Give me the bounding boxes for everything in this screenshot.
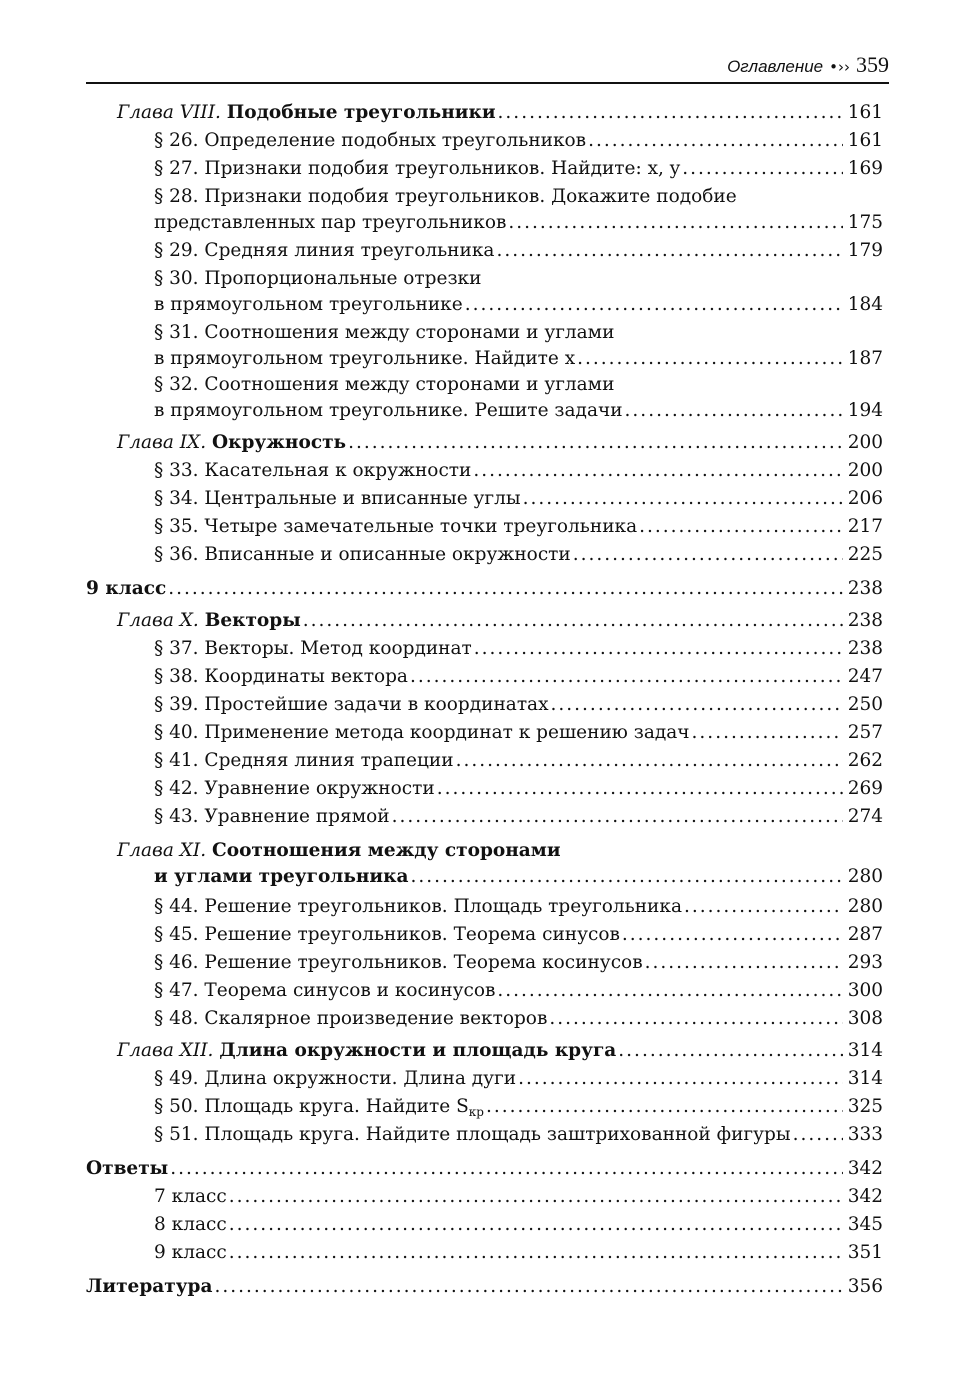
toc-literature[interactable] — [86, 1274, 883, 1302]
chapter-title: Длина окружности и площадь круга — [219, 1040, 617, 1061]
toc-section-28[interactable] — [154, 184, 883, 238]
toc-chapter-8[interactable] — [117, 100, 883, 128]
toc-section-40[interactable] — [154, 720, 883, 748]
leader-dots — [229, 1212, 843, 1238]
leader-dots — [692, 720, 843, 746]
section-title: § 38. Координаты вектора — [154, 666, 408, 687]
leader-dots — [456, 748, 843, 774]
section-title-line1: § 30. Пропорциональные отрезки — [154, 268, 482, 289]
section-title-line1: § 32. Соотношения между сторонами и углами — [154, 374, 615, 395]
section-title-line1: § 31. Соотношения между сторонами и углами — [154, 322, 615, 343]
leader-dots — [645, 950, 843, 976]
section-title: § 29. Средняя линия треугольника — [154, 240, 495, 261]
part-title: Ответы — [86, 1158, 169, 1179]
chapter-title: Векторы — [204, 610, 301, 631]
page-number: 293 — [847, 952, 883, 973]
section-title: § 44. Решение треугольников. Площадь треугольника — [154, 896, 682, 917]
leader-dots — [168, 576, 843, 602]
section-title: § 27. Признаки подобия треугольников. Найдите: x, y — [154, 158, 681, 179]
toc-section-29[interactable] — [154, 238, 883, 266]
toc-chapter-9[interactable] — [117, 430, 883, 458]
section-title: 7 класс — [154, 1186, 227, 1207]
chapter-label: Глава XI. — [117, 840, 207, 861]
leader-dots — [474, 636, 843, 662]
page-number: 200 — [847, 460, 883, 481]
page-number: 247 — [847, 666, 883, 687]
page-number: 351 — [847, 1242, 883, 1263]
page-number: 206 — [847, 488, 883, 509]
page-number: 345 — [847, 1214, 883, 1235]
toc-section-26[interactable] — [154, 128, 883, 156]
page-number: 187 — [847, 348, 883, 369]
leader-dots — [549, 1006, 843, 1032]
header-rule — [86, 82, 889, 84]
toc-section-36[interactable] — [154, 542, 883, 570]
toc-section-49[interactable] — [154, 1066, 883, 1094]
page-number: 184 — [847, 294, 883, 315]
section-title: § 46. Решение треугольников. Теорема косинусов — [154, 952, 643, 973]
section-title: § 40. Применение метода координат к решению задач — [154, 722, 690, 743]
toc-section-37[interactable] — [154, 636, 883, 664]
section-title: § 26. Определение подобных треугольников — [154, 130, 587, 151]
toc-section-31[interactable] — [154, 320, 883, 374]
toc-section-38[interactable] — [154, 664, 883, 692]
toc-section-35[interactable] — [154, 514, 883, 542]
part-title: Литература — [86, 1276, 213, 1297]
toc-section-48[interactable] — [154, 1006, 883, 1034]
leader-dots — [577, 346, 843, 372]
page-number: 262 — [847, 750, 883, 771]
leader-dots — [684, 894, 843, 920]
toc-section-32[interactable] — [154, 372, 883, 426]
leader-dots — [793, 1122, 843, 1148]
section-title: § 36. Вписанные и описанные окружности — [154, 544, 571, 565]
section-title-line2: в прямоугольном треугольнике. Решите задачи — [154, 400, 623, 421]
toc-grade-9[interactable] — [86, 576, 883, 604]
toc-section-47[interactable] — [154, 978, 883, 1006]
toc-section-50[interactable] — [154, 1094, 883, 1122]
section-title-line1: § 28. Признаки подобия треугольников. Докажите подобие — [154, 186, 737, 207]
toc-section-39[interactable] — [154, 692, 883, 720]
toc-chapter-11[interactable] — [117, 838, 883, 892]
section-title: § 35. Четыре замечательные точки треугольника — [154, 516, 638, 537]
section-title: § 34. Центральные и вписанные углы — [154, 488, 521, 509]
toc-section-33[interactable] — [154, 458, 883, 486]
toc-answers-grade-7[interactable] — [154, 1184, 883, 1212]
page-number: 161 — [847, 130, 883, 151]
header-page-number: 359 — [856, 52, 889, 77]
toc-section-42[interactable] — [154, 776, 883, 804]
toc-answers-grade-9[interactable] — [154, 1240, 883, 1268]
page-number: 300 — [847, 980, 883, 1001]
leader-dots — [682, 156, 843, 182]
chapter-title: Подобные треугольники — [226, 102, 496, 123]
page-number: 314 — [847, 1068, 883, 1089]
leader-dots — [625, 398, 843, 424]
page-number: 238 — [847, 578, 883, 599]
running-header — [86, 52, 889, 78]
page-number: 308 — [847, 1008, 883, 1029]
page-number: 333 — [847, 1124, 883, 1145]
section-title: § 41. Средняя линия трапеции — [154, 750, 454, 771]
leader-dots — [486, 1094, 843, 1120]
section-title: § 37. Векторы. Метод координат — [154, 638, 472, 659]
toc-section-46[interactable] — [154, 950, 883, 978]
section-title-line2: представленных пар треугольников — [154, 212, 507, 233]
toc-section-45[interactable] — [154, 922, 883, 950]
section-title: § 49. Длина окружности. Длина дуги — [154, 1068, 517, 1089]
section-title: § 48. Скалярное произведение векторов — [154, 1008, 548, 1029]
leader-dots — [465, 292, 843, 318]
section-title: 8 класс — [154, 1214, 227, 1235]
leader-dots — [622, 922, 843, 948]
leader-dots — [639, 514, 843, 540]
section-title-line2: в прямоугольном треугольнике — [154, 294, 463, 315]
leader-dots — [170, 1156, 843, 1182]
page-number: 169 — [847, 158, 883, 179]
toc-section-44[interactable] — [154, 894, 883, 922]
toc-answers-grade-8[interactable] — [154, 1212, 883, 1240]
page-number: 175 — [847, 212, 883, 233]
chapter-label: Глава X. — [117, 610, 199, 631]
section-title: 9 класс — [154, 1242, 227, 1263]
chapter-label: Глава VIII. — [117, 102, 221, 123]
page-number: 280 — [847, 896, 883, 917]
page-number: 225 — [847, 544, 883, 565]
section-title: § 47. Теорема синусов и косинусов — [154, 980, 496, 1001]
chapter-title-line2: и углами треугольника — [154, 866, 409, 887]
chapter-title: Окружность — [212, 432, 347, 453]
section-title: § 45. Решение треугольников. Теорема синусов — [154, 924, 620, 945]
page-number: 314 — [847, 1040, 883, 1061]
leader-dots — [496, 238, 843, 264]
section-title: § 33. Касательная к окружности — [154, 460, 472, 481]
section-title: § 43. Уравнение прямой — [154, 806, 390, 827]
toc-section-43[interactable] — [154, 804, 883, 832]
leader-dots — [523, 486, 843, 512]
section-title: § 50. Площадь круга. Найдите S — [154, 1096, 469, 1117]
page-number: 342 — [847, 1158, 883, 1179]
leader-dots — [518, 1066, 843, 1092]
leader-dots — [348, 430, 843, 456]
subscript: кр — [468, 1105, 484, 1119]
page-number: 257 — [847, 722, 883, 743]
page-number: 238 — [847, 610, 883, 631]
page-number: 179 — [847, 240, 883, 261]
leader-dots — [229, 1184, 843, 1210]
leader-dots — [573, 542, 843, 568]
leader-dots — [410, 664, 843, 690]
leader-dots — [411, 864, 843, 890]
section-title: § 51. Площадь круга. Найдите площадь заштрихованной фигуры — [154, 1124, 791, 1145]
page-number: 238 — [847, 638, 883, 659]
leader-dots — [214, 1274, 843, 1300]
page-number: 287 — [847, 924, 883, 945]
toc-chapter-10[interactable] — [117, 608, 883, 636]
leader-dots — [498, 100, 843, 126]
page-number: 194 — [847, 400, 883, 421]
toc-section-41[interactable] — [154, 748, 883, 776]
leader-dots — [588, 128, 843, 154]
leader-dots — [618, 1038, 843, 1064]
toc-answers[interactable] — [86, 1156, 883, 1184]
section-title: § 42. Уравнение окружности — [154, 778, 435, 799]
toc-section-34[interactable] — [154, 486, 883, 514]
ornament-icon: •›› — [829, 58, 850, 76]
page-number: 250 — [847, 694, 883, 715]
leader-dots — [508, 210, 843, 236]
page-number: 280 — [847, 866, 883, 887]
page-number: 274 — [847, 806, 883, 827]
page-number: 342 — [847, 1186, 883, 1207]
leader-dots — [303, 608, 843, 634]
section-title-line2: в прямоугольном треугольнике. Найдите x — [154, 348, 576, 369]
chapter-label: Глава XII. — [117, 1040, 214, 1061]
chapter-label: Глава IX. — [117, 432, 207, 453]
toc-section-51[interactable] — [154, 1122, 883, 1150]
toc-section-27[interactable] — [154, 156, 883, 184]
toc-section-30[interactable] — [154, 266, 883, 320]
page-number: 217 — [847, 516, 883, 537]
page-number: 269 — [847, 778, 883, 799]
part-title: 9 класс — [86, 578, 167, 599]
leader-dots — [437, 776, 843, 802]
leader-dots — [473, 458, 843, 484]
leader-dots — [392, 804, 843, 830]
toc-chapter-12[interactable] — [117, 1038, 883, 1066]
leader-dots — [229, 1240, 843, 1266]
section-title: § 39. Простейшие задачи в координатах — [154, 694, 549, 715]
page-number: 356 — [847, 1276, 883, 1297]
page-number: 200 — [847, 432, 883, 453]
page-number: 161 — [847, 102, 883, 123]
leader-dots — [551, 692, 843, 718]
chapter-title-line1: Соотношения между сторонами — [212, 840, 561, 861]
leader-dots — [497, 978, 843, 1004]
page-number: 325 — [847, 1096, 883, 1117]
header-section-title: Оглавление — [727, 57, 824, 76]
